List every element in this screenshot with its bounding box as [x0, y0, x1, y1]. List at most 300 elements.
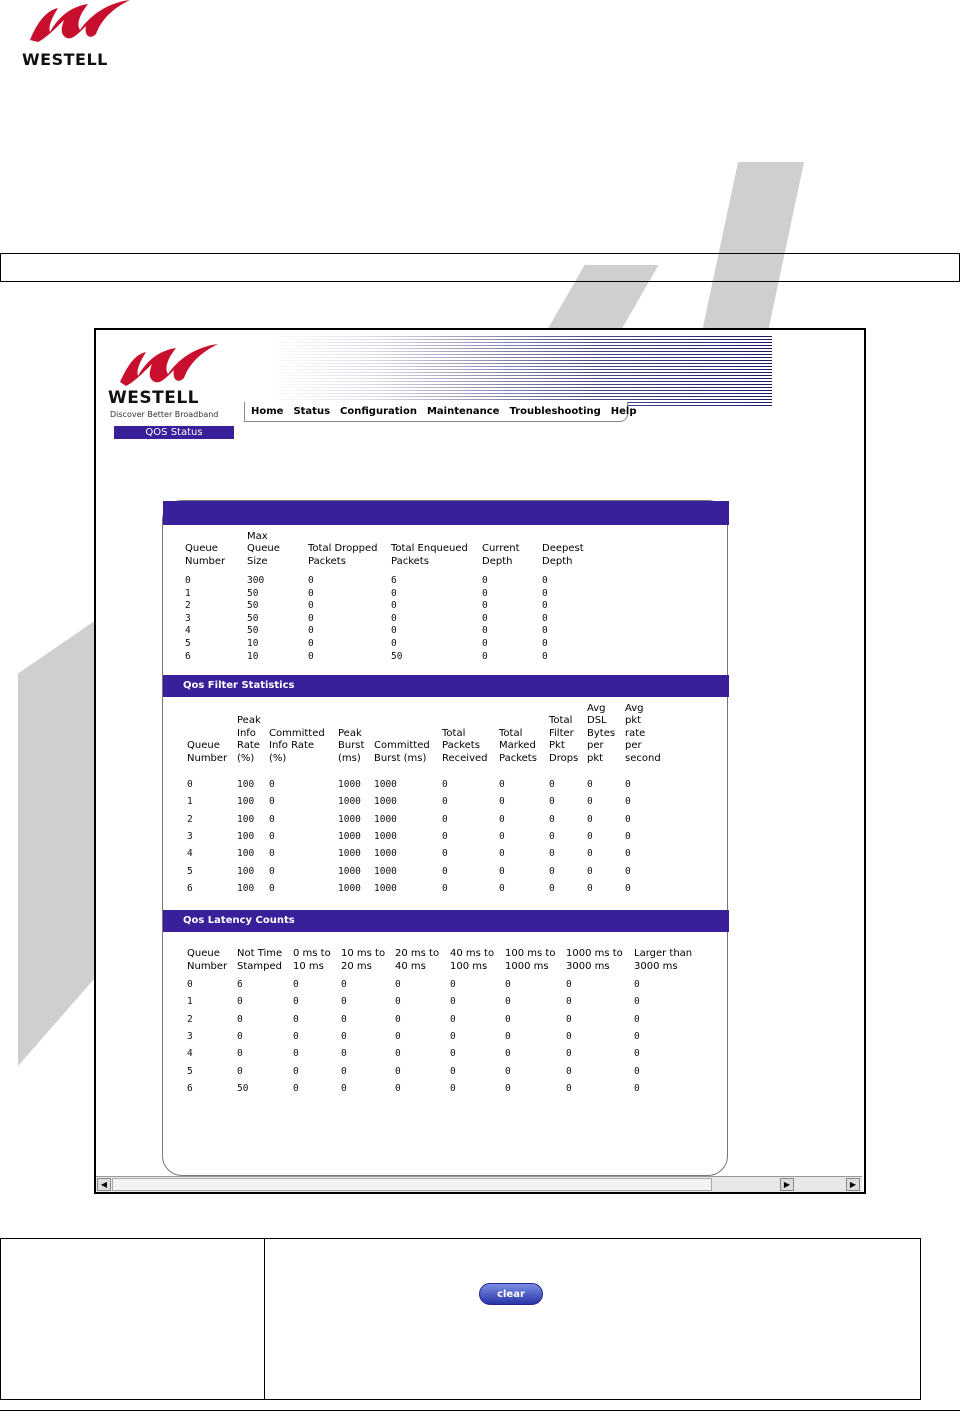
filter-cell: 1000	[338, 865, 361, 877]
nav-configuration[interactable]: Configuration	[340, 406, 417, 417]
latency-cell: 0	[237, 996, 243, 1008]
latency-header-line: Not Time	[237, 948, 283, 959]
queue-cell: 0	[482, 625, 488, 637]
filter-cell: 100	[237, 865, 255, 877]
scroll-right-icon[interactable]: ▶	[780, 1178, 794, 1191]
queue-header-col-3	[391, 543, 468, 568]
westell-swoosh-icon	[18, 0, 138, 50]
latency-cell: 0	[505, 979, 511, 990]
filter-cell: 0	[269, 796, 275, 808]
latency-header-col-5	[450, 948, 494, 973]
queue-cell: 0	[308, 638, 314, 649]
queue-cell: 300	[247, 575, 265, 586]
queue-cell: 0	[308, 625, 314, 637]
queue-cell: 50	[247, 587, 259, 599]
queue-cell: 0	[391, 600, 397, 612]
filter-header-line: Peak	[338, 727, 362, 739]
filter-header-line: Total	[499, 727, 523, 739]
latency-cell: 0	[566, 996, 572, 1008]
filter-cell: 0	[587, 779, 593, 790]
queue-cell: 0	[542, 612, 548, 624]
qos-status-panel	[162, 500, 728, 1300]
queue-cell: 3	[185, 612, 191, 624]
latency-header-col-2	[293, 948, 331, 973]
queue-header-line: Queue	[247, 543, 280, 554]
queue-cell: 0	[482, 638, 488, 649]
filter-cell: 0	[549, 779, 555, 790]
latency-header-line: Stamped	[237, 960, 282, 972]
queue-header-line: Packets	[308, 555, 346, 567]
latency-cell: 0	[237, 1065, 243, 1077]
filter-cell: 0	[587, 882, 593, 894]
latency-cell: 0	[395, 996, 401, 1008]
latency-cell: 5	[187, 1065, 193, 1077]
latency-cell: 2	[187, 1013, 193, 1025]
filter-header-line: Info Rate	[269, 740, 315, 751]
queue-cell: 50	[247, 612, 259, 624]
latency-header-line: 100 ms	[450, 960, 488, 972]
filter-cell: 1000	[374, 865, 397, 877]
filter-cell: 0	[442, 865, 448, 877]
latency-cell: 4	[187, 1048, 193, 1060]
latency-cell: 0	[187, 979, 193, 990]
latency-cell: 0	[395, 1013, 401, 1025]
queue-cell: 0	[542, 575, 548, 586]
queue-header-line: Total Enqueued	[391, 543, 468, 554]
filter-cell: 0	[499, 830, 505, 842]
filter-cell: 0	[549, 830, 555, 842]
latency-cell: 0	[450, 1048, 456, 1060]
latency-cell: 0	[450, 1082, 456, 1094]
filter-header-line: (%)	[237, 752, 255, 764]
queue-header-line: Packets	[391, 555, 429, 567]
filter-cell: 0	[549, 848, 555, 860]
panel-top-bar	[163, 501, 729, 525]
filter-header-line: Avg	[625, 702, 644, 714]
queue-cell: 0	[482, 612, 488, 624]
latency-cell: 0	[566, 1030, 572, 1042]
latency-header-line: 0 ms to	[293, 948, 331, 959]
queue-cell: 10	[247, 650, 259, 662]
latency-cell: 0	[505, 1013, 511, 1025]
queue-cell: 0	[391, 638, 397, 649]
filter-cell: 100	[237, 848, 255, 860]
filter-header-line: Avg	[587, 702, 606, 714]
latency-section-title: Qos Latency Counts	[183, 915, 295, 926]
filter-header-line: Filter	[549, 727, 574, 739]
filter-cell: 1000	[338, 779, 361, 790]
filter-cell: 0	[625, 813, 631, 825]
queue-cell: 50	[247, 625, 259, 637]
latency-cell: 0	[634, 1030, 640, 1042]
filter-cell: 1000	[374, 813, 397, 825]
queue-cell: 50	[391, 650, 403, 662]
queue-header-line: Deepest	[542, 543, 584, 554]
queue-cell: 2	[185, 600, 191, 612]
filter-cell: 0	[625, 865, 631, 877]
filter-header-col-3	[338, 728, 364, 766]
filter-cell: 0	[269, 882, 275, 894]
filter-header-line: Burst	[338, 740, 365, 751]
scroll-far-right-icon[interactable]: ▶	[846, 1178, 860, 1191]
filter-cell: 100	[237, 796, 255, 808]
latency-header-line: 3000 ms	[566, 960, 610, 972]
latency-header-line: 100 ms to	[505, 948, 556, 959]
latency-cell: 0	[237, 1013, 243, 1025]
latency-header-line: 20 ms to	[395, 948, 440, 959]
latency-cell: 0	[566, 1048, 572, 1060]
filter-header-line: Rate	[237, 740, 260, 751]
filter-cell: 1000	[338, 830, 361, 842]
description-table-divider	[264, 1239, 265, 1399]
queue-cell: 0	[185, 575, 191, 586]
filter-header-col-2	[269, 728, 325, 766]
filter-section-header	[163, 675, 729, 697]
filter-cell: 0	[442, 796, 448, 808]
filter-cell: 0	[549, 882, 555, 894]
filter-cell: 1000	[374, 882, 397, 894]
latency-cell: 0	[450, 1013, 456, 1025]
filter-cell: 0	[625, 882, 631, 894]
scrollbar-thumb[interactable]	[112, 1178, 712, 1191]
queue-cell: 0	[542, 587, 548, 599]
latency-header-col-0	[187, 948, 227, 973]
latency-cell: 0	[634, 996, 640, 1008]
filter-header-line: Queue	[187, 740, 220, 751]
queue-cell: 0	[391, 612, 397, 624]
filter-cell: 0	[499, 796, 505, 808]
latency-header-line: Larger than	[634, 948, 693, 959]
document-logo	[18, 0, 138, 72]
document-logo-text: WESTELL	[22, 50, 108, 69]
caption-box	[0, 253, 960, 282]
latency-header-line: 20 ms	[341, 960, 372, 972]
queue-cell: 6	[185, 650, 191, 662]
latency-cell: 0	[341, 1013, 347, 1025]
top-nav	[244, 402, 637, 422]
filter-header-line: Marked	[499, 740, 536, 751]
queue-header-line: Size	[247, 555, 268, 567]
queue-cell: 0	[308, 612, 314, 624]
queue-cell: 0	[542, 638, 548, 649]
queue-cell: 0	[482, 600, 488, 612]
filter-cell: 0	[625, 779, 631, 790]
filter-header-line: (ms)	[338, 752, 361, 764]
westell-swoosh-icon	[106, 342, 226, 388]
latency-cell: 0	[395, 1048, 401, 1060]
latency-header-col-6	[505, 948, 555, 973]
latency-cell: 1	[187, 996, 193, 1008]
latency-cell: 0	[566, 979, 572, 990]
filter-cell: 5	[187, 865, 193, 877]
filter-header-line: (%)	[269, 752, 287, 764]
nav-help[interactable]: Help	[610, 406, 637, 417]
filter-cell: 6	[187, 882, 193, 894]
latency-cell: 0	[293, 1013, 299, 1025]
filter-cell: 0	[269, 848, 275, 860]
scroll-left-icon[interactable]: ◀	[97, 1178, 111, 1191]
filter-cell: 0	[269, 830, 275, 842]
filter-cell: 1000	[374, 796, 397, 808]
queue-header-line: Current	[482, 543, 520, 554]
filter-cell: 0	[269, 865, 275, 877]
filter-cell: 1000	[338, 813, 361, 825]
latency-cell: 0	[505, 1065, 511, 1077]
filter-cell: 0	[499, 882, 505, 894]
filter-cell: 1000	[338, 848, 361, 860]
queue-cell: 4	[185, 625, 191, 637]
nav-status[interactable]: Status	[293, 406, 331, 417]
queue-header-line: Max	[247, 530, 268, 542]
latency-cell: 0	[634, 979, 640, 990]
latency-cell: 0	[505, 1082, 511, 1094]
queue-cell: 0	[308, 587, 314, 599]
filter-cell: 1000	[374, 779, 397, 790]
app-logo-tagline: Discover Better Broadband	[110, 410, 219, 419]
filter-cell: 0	[269, 813, 275, 825]
latency-cell: 0	[505, 1048, 511, 1060]
filter-cell: 4	[187, 848, 193, 860]
header-banner-fade	[268, 336, 772, 406]
latency-header-line: Queue	[187, 948, 220, 959]
filter-header-col-1	[237, 715, 261, 765]
filter-header-line: rate	[625, 727, 646, 739]
filter-cell: 0	[625, 796, 631, 808]
filter-header-line: Bytes	[587, 727, 616, 739]
filter-cell: 0	[587, 830, 593, 842]
filter-cell: 0	[587, 813, 593, 825]
filter-header-line: Total	[442, 727, 466, 739]
latency-cell: 0	[341, 979, 347, 990]
filter-cell: 0	[187, 779, 193, 790]
filter-header-line: Packets	[499, 752, 537, 764]
filter-header-line: per	[625, 740, 642, 751]
filter-cell: 100	[237, 779, 255, 790]
filter-cell: 0	[625, 848, 631, 860]
filter-header-line: per	[587, 740, 604, 751]
latency-cell: 0	[634, 1065, 640, 1077]
filter-cell: 0	[442, 848, 448, 860]
latency-header-col-3	[341, 948, 385, 973]
latency-cell: 3	[187, 1030, 193, 1042]
latency-cell: 0	[450, 1065, 456, 1077]
filter-header-col-7	[549, 715, 578, 765]
latency-header-line: 1000 ms to	[566, 948, 623, 959]
app-logo-text: WESTELL	[108, 388, 199, 408]
filter-cell: 0	[442, 813, 448, 825]
app-logo[interactable]	[106, 342, 236, 419]
filter-cell: 0	[587, 796, 593, 808]
description-table	[0, 1238, 921, 1400]
clear-button[interactable]: clear	[479, 1283, 543, 1305]
latency-header-line: 40 ms	[395, 960, 426, 972]
latency-cell: 0	[566, 1082, 572, 1094]
queue-cell: 0	[308, 600, 314, 612]
latency-header-col-7	[566, 948, 623, 973]
latency-cell: 0	[237, 1048, 243, 1060]
footer-rule	[0, 1410, 960, 1411]
filter-header-col-9	[625, 703, 661, 766]
queue-cell: 5	[185, 638, 191, 649]
filter-header-line: Committed	[269, 727, 325, 739]
queue-cell: 50	[247, 600, 259, 612]
latency-cell: 0	[395, 1030, 401, 1042]
router-screenshot	[94, 328, 866, 1300]
latency-cell: 0	[566, 1065, 572, 1077]
filter-cell: 0	[499, 848, 505, 860]
filter-cell: 0	[549, 796, 555, 808]
filter-cell: 0	[499, 813, 505, 825]
filter-cell: 0	[587, 865, 593, 877]
filter-cell: 100	[237, 813, 255, 825]
queue-cell: 1	[185, 587, 191, 599]
latency-cell: 0	[341, 996, 347, 1008]
latency-cell: 0	[450, 979, 456, 990]
latency-cell: 0	[293, 1065, 299, 1077]
latency-cell: 0	[634, 1048, 640, 1060]
queue-cell: 0	[308, 575, 314, 586]
queue-cell: 0	[542, 625, 548, 637]
queue-header-col-0	[185, 543, 225, 568]
latency-cell: 6	[187, 1082, 193, 1094]
filter-cell: 1000	[338, 882, 361, 894]
queue-header-col-4	[482, 543, 520, 568]
filter-header-line: Number	[187, 752, 228, 764]
filter-cell: 0	[587, 848, 593, 860]
filter-header-col-6	[499, 728, 537, 766]
queue-cell: 0	[482, 587, 488, 599]
filter-section-title: Qos Filter Statistics	[183, 680, 295, 691]
latency-section-header	[163, 910, 729, 932]
filter-cell: 0	[549, 813, 555, 825]
filter-header-line: DSL	[587, 715, 607, 726]
latency-header-col-8	[634, 948, 692, 973]
filter-cell: 0	[442, 830, 448, 842]
filter-cell: 100	[237, 830, 255, 842]
filter-header-line: Total	[549, 715, 573, 726]
filter-header-line: Pkt	[549, 740, 565, 751]
queue-cell: 10	[247, 638, 259, 649]
latency-cell: 50	[237, 1082, 249, 1094]
watermark-stroke-1	[702, 162, 804, 332]
queue-header-col-5	[542, 543, 584, 568]
queue-header-line: Depth	[482, 555, 513, 567]
queue-cell: 0	[308, 650, 314, 662]
queue-cell: 0	[542, 600, 548, 612]
nav-troubleshooting[interactable]: Troubleshooting	[509, 406, 601, 417]
latency-cell: 0	[395, 979, 401, 990]
latency-cell: 0	[634, 1013, 640, 1025]
filter-cell: 0	[625, 830, 631, 842]
queue-header-line: Number	[185, 555, 226, 567]
latency-cell: 0	[395, 1065, 401, 1077]
filter-cell: 1000	[338, 796, 361, 808]
queue-cell: 0	[542, 650, 548, 662]
latency-cell: 0	[341, 1030, 347, 1042]
latency-header-line: 40 ms to	[450, 948, 495, 959]
filter-cell: 0	[442, 882, 448, 894]
nav-maintenance[interactable]: Maintenance	[426, 406, 500, 417]
filter-header-line: Committed	[374, 740, 430, 751]
filter-cell: 1	[187, 796, 193, 808]
filter-header-line: Packets	[442, 740, 480, 751]
queue-header-col-1	[247, 531, 280, 569]
filter-cell: 0	[499, 779, 505, 790]
latency-header-line: 10 ms to	[341, 948, 386, 959]
filter-header-col-4	[374, 740, 430, 765]
filter-cell: 1000	[374, 848, 397, 860]
queue-header-line: Queue	[185, 543, 218, 554]
filter-header-line: pkt	[625, 715, 642, 726]
filter-header-line: Received	[442, 752, 488, 764]
nav-home[interactable]: Home	[251, 406, 284, 417]
page-title-tab: QOS Status	[114, 426, 234, 439]
queue-header-col-2	[308, 543, 377, 568]
latency-cell: 0	[450, 1030, 456, 1042]
latency-cell: 0	[450, 996, 456, 1008]
filter-cell: 2	[187, 813, 193, 825]
latency-cell: 0	[293, 1030, 299, 1042]
filter-cell: 1000	[374, 830, 397, 842]
latency-cell: 0	[293, 996, 299, 1008]
queue-cell: 6	[391, 575, 397, 586]
filter-header-line: Drops	[549, 752, 579, 764]
latency-cell: 0	[293, 1082, 299, 1094]
latency-header-line: 10 ms	[293, 960, 324, 972]
latency-cell: 6	[237, 979, 243, 990]
filter-header-line: second	[625, 752, 661, 764]
filter-header-col-5	[442, 728, 488, 766]
latency-header-col-1	[237, 948, 282, 973]
filter-header-line: Peak	[237, 715, 261, 726]
latency-cell: 0	[341, 1082, 347, 1094]
latency-header-line: Number	[187, 960, 228, 972]
filter-header-line: pkt	[587, 752, 604, 764]
latency-cell: 0	[634, 1082, 640, 1094]
horizontal-scrollbar[interactable]	[96, 1176, 862, 1192]
latency-cell: 0	[293, 979, 299, 990]
latency-header-line: 3000 ms	[634, 960, 678, 972]
queue-header-line: Total Dropped	[308, 543, 378, 554]
filter-cell: 100	[237, 882, 255, 894]
queue-header-line: Depth	[542, 555, 573, 567]
watermark-d-shape	[18, 620, 96, 1066]
queue-cell: 0	[482, 650, 488, 662]
filter-header-line: Burst (ms)	[374, 752, 427, 764]
filter-cell: 0	[269, 779, 275, 790]
latency-cell: 0	[341, 1065, 347, 1077]
filter-cell: 0	[549, 865, 555, 877]
filter-header-line: Info	[237, 727, 256, 739]
queue-cell: 0	[391, 625, 397, 637]
latency-header-col-4	[395, 948, 439, 973]
filter-cell: 3	[187, 830, 193, 842]
latency-cell: 0	[237, 1030, 243, 1042]
filter-cell: 0	[499, 865, 505, 877]
filter-header-col-8	[587, 703, 615, 766]
filter-cell: 0	[442, 779, 448, 790]
latency-cell: 0	[505, 996, 511, 1008]
latency-cell: 0	[293, 1048, 299, 1060]
queue-cell: 0	[391, 587, 397, 599]
latency-cell: 0	[341, 1048, 347, 1060]
latency-cell: 0	[505, 1030, 511, 1042]
latency-cell: 0	[395, 1082, 401, 1094]
latency-cell: 0	[566, 1013, 572, 1025]
latency-header-line: 1000 ms	[505, 960, 549, 972]
filter-header-col-0	[187, 740, 227, 765]
queue-cell: 0	[482, 575, 488, 586]
